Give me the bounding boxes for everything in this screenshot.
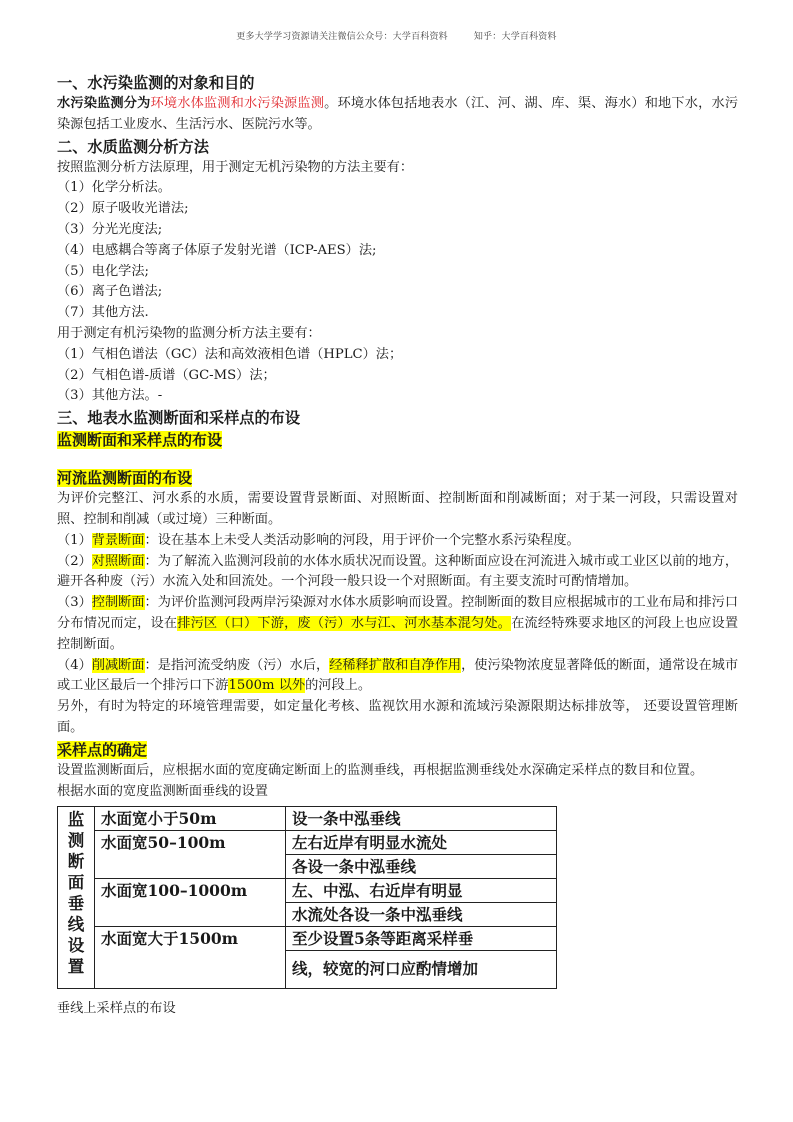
- table-row: [58, 831, 557, 855]
- term-highlight: 背景断面: [91, 532, 145, 548]
- phrase-highlight: 排污区（口）下游，废（污）水与江、河水基本混匀处。: [177, 615, 512, 631]
- management-section-note: 另外，有时为特定的环境管理需要，如定量化考核、监视饮用水源和流域污染源限期达标排放等， 还要设置管理断面。: [57, 699, 738, 735]
- section-1-lead-bold: 水污染监测分为: [57, 96, 151, 111]
- list-item: （2）气相色谱-质谱（GC-MS）法；: [57, 367, 276, 383]
- phrase-highlight: 经稀释扩散和自净作用: [329, 657, 462, 673]
- vertical-line-table: [57, 806, 557, 989]
- item-number: （3）: [57, 595, 92, 611]
- table-vertical-label-text: 监测断面垂线设置: [67, 810, 85, 977]
- list-item: （1）化学分析法。: [57, 180, 171, 196]
- section-2-organic-intro: 用于测定有机污染物的监测分析方法主要有：: [57, 325, 321, 341]
- section-2-intro: 按照监测分析方法原理，用于测定无机污染物的方法主要有：: [57, 159, 414, 175]
- item-text: 在流经特殊要求地区的河段上也应设置控制断面。: [57, 615, 739, 652]
- spacer: [57, 451, 738, 467]
- item-text: ：为评价监测河段两岸污染源对水体水质影响而设置。控制断面的数目应根据城市的工业布局和排污口分布情况而定，设在: [57, 595, 739, 631]
- list-item: （1）气相色谱法（GC）法和高效液相色谱（HPLC）法；: [57, 346, 403, 362]
- table-row: [58, 879, 557, 903]
- table-row: [58, 927, 557, 951]
- sampling-paragraph: 设置监测断面后，应根据水面的宽度确定断面上的监测垂线，再根据监测垂线处水深确定采样点的数目和位置。: [57, 762, 704, 778]
- section-1-lead-red: 环境水体监测和水污染源监测: [150, 96, 325, 111]
- header-wechat-note: 更多大学学习资源请关注微信公众号：大学百科资料: [236, 32, 448, 42]
- table-cell-width: 水面宽50–100m: [95, 831, 286, 879]
- item-text: ，使污染物浓度显著降低的断面，通常设在城市或工业区最后一个排污口下游: [57, 657, 739, 694]
- table-cell-lines: 至少设置5条等距离采样垂: [286, 927, 557, 951]
- table-cell-lines: 线，较宽的河口应酌情增加: [286, 951, 557, 989]
- item-number: （1）: [57, 532, 92, 548]
- table-row: [58, 807, 557, 831]
- document-body: [57, 72, 738, 1020]
- term-highlight: 控制断面: [91, 595, 145, 611]
- item-text: ：为了解流入监测河段前的水体水质状况而设置。这种断面应设在河流进入城市或工业区以前的地方，避开各种废（污）水流入处和回流处。一个河段一般只设一个对照断面。有主要支流时可酌情增加。: [57, 553, 739, 590]
- section-3-subtitle-layout: [57, 429, 738, 451]
- list-item: （2）原子吸收光谱法;: [57, 201, 189, 217]
- table-cell-lines: 各设一条中泓垂线: [286, 855, 557, 879]
- term-highlight: 对照断面: [91, 553, 145, 569]
- river-item-reduction: [57, 656, 738, 698]
- item-text: ：设在基本上未受人类活动影响的河段，用于评价一个完整水系污染程度。: [144, 532, 580, 548]
- table-cell-lines: 左右近岸有明显水流处: [286, 831, 557, 855]
- table-cell-width: 水面宽小于50m: [95, 807, 286, 831]
- subtitle-highlight: 监测断面和采样点的布设: [57, 431, 223, 450]
- river-item-control: [57, 593, 738, 655]
- subtitle-highlight: 采样点的确定: [57, 740, 148, 759]
- section-3-title: 三、地表水监测断面和采样点的布设: [57, 409, 300, 428]
- section-3-subtitle-river: [57, 467, 738, 489]
- table-cell-lines: 水流处各设一条中泓垂线: [286, 903, 557, 927]
- section-1-lead-rest: 。环境水体包括地表水（江、河、湖、库、渠、海水）和地下水，水污染源包括工业废水、生活污水、医院污水等。: [57, 96, 739, 132]
- footer-caption: 垂线上采样点的布设: [57, 1001, 176, 1017]
- river-intro: 为评价完整江、河水系的水质，需要设置背景断面、对照断面、控制断面和削减断面；对于某一河段，只需设置对照、控制和削减（或过境）三种断面。: [57, 491, 738, 527]
- list-item: （5）电化学法;: [57, 263, 149, 279]
- list-item: （7）其他方法.: [57, 305, 149, 321]
- table-cell-lines: 设一条中泓垂线: [286, 807, 557, 831]
- term-highlight: 削减断面: [91, 657, 145, 673]
- header-zhihu-note: 知乎：大学百科资料: [473, 32, 557, 42]
- table-vertical-label: [58, 807, 95, 989]
- section-1-title: 一、水污染监测的对象和目的: [57, 74, 255, 92]
- table-cell-width: 水面宽大于1500m: [95, 927, 286, 989]
- list-item: （3）分光光度法;: [57, 221, 163, 237]
- list-item: （3）其他方法。-: [57, 388, 163, 404]
- section-1-paragraph: [57, 94, 738, 136]
- list-item: （4）电感耦合等离子体原子发射光谱（ICP-AES）法;: [57, 242, 377, 258]
- table-cell-width: 水面宽100–1000m: [95, 879, 286, 927]
- table-cell-lines: 左、中泓、右近岸有明显: [286, 879, 557, 903]
- subtitle-highlight: 河流监测断面的布设: [57, 469, 193, 488]
- item-text: ：是指河流受纳废（污）水后，: [144, 657, 330, 673]
- phrase-highlight: 1500m 以外: [228, 678, 306, 694]
- section-3-subtitle-sampling: [57, 739, 738, 761]
- item-number: （4）: [57, 657, 92, 673]
- item-number: （2）: [57, 553, 92, 569]
- river-item-control-reference: [57, 552, 738, 594]
- item-text: 的河段上。: [305, 678, 372, 694]
- river-item-background: [57, 531, 738, 552]
- page-header: [0, 29, 793, 42]
- table-caption: 根据水面的宽度监测断面垂线的设置: [57, 783, 268, 799]
- section-2-title: 二、水质监测分析方法: [57, 137, 209, 156]
- list-item: （6）离子色谱法;: [57, 284, 163, 300]
